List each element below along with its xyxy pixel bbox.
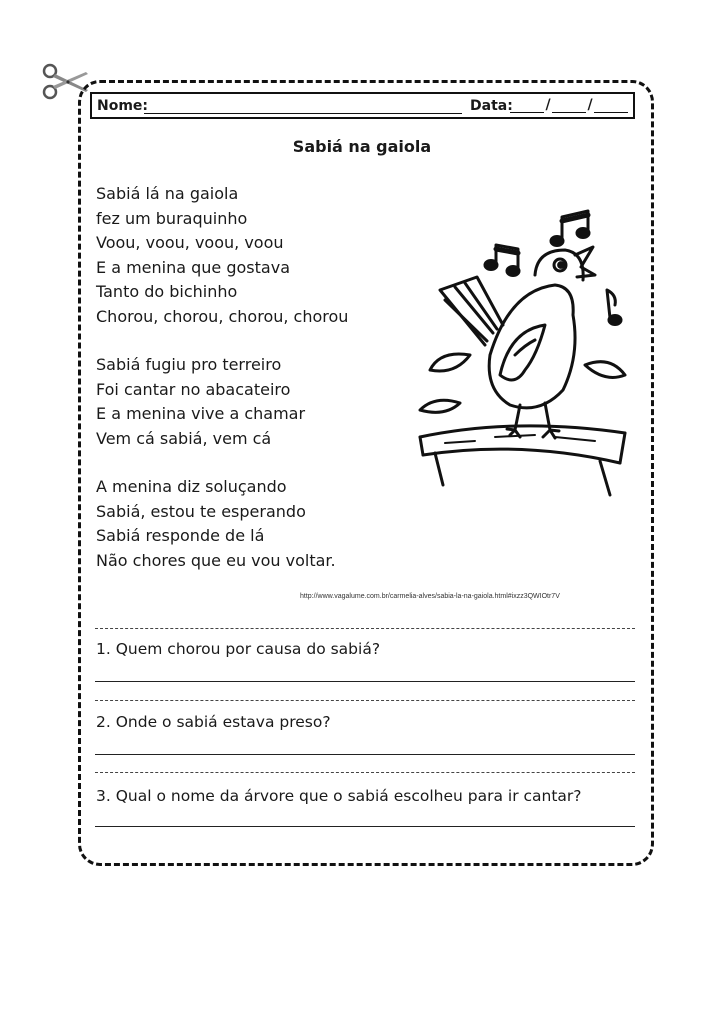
date-day-slot[interactable] (510, 97, 544, 113)
source-url: http://www.vagalume.com.br/carmelia-alves/sabia-la-na-gaiola.html#ixzz3QWIOtr7V (300, 593, 560, 600)
music-note-icon (485, 245, 519, 276)
poem-line: Não chores que eu vou voltar. (96, 550, 336, 570)
date-separator: / (545, 97, 551, 113)
answer-line[interactable] (95, 681, 635, 682)
poem-stanza (96, 353, 348, 451)
answer-line[interactable] (95, 826, 635, 827)
poem (96, 182, 348, 597)
question-3: 3. Qual o nome da árvore que o sabiá escolheu para ir cantar? (96, 787, 582, 805)
poem-line: Foi cantar no abacateiro (96, 379, 291, 399)
poem-line: Chorou, chorou, chorou, chorou (96, 306, 349, 326)
music-note-icon (551, 211, 589, 246)
poem-line: E a menina que gostava (96, 257, 290, 277)
poem-line: Sabiá responde de lá (96, 526, 265, 545)
name-field[interactable] (144, 113, 462, 114)
poem-line: Sabiá, estou te esperando (96, 501, 306, 521)
date-separator: / (587, 97, 593, 113)
name-date-box (90, 92, 635, 119)
question-1: 1. Quem chorou por causa do sabiá? (96, 640, 381, 658)
date-year-slot[interactable] (594, 97, 628, 113)
poem-line: E a menina vive a chamar (96, 404, 306, 423)
page-title: Sabiá na gaiola (292, 137, 432, 156)
poem-line: A menina diz soluçando (96, 477, 287, 496)
poem-stanza (96, 475, 348, 573)
music-note-icon (607, 290, 621, 325)
answer-line[interactable] (95, 754, 635, 755)
date-label: Data: (470, 98, 513, 114)
question-separator (95, 772, 635, 773)
poem-line: Tanto do bichinho (96, 282, 238, 301)
poem-line: Voou, voou, voou, voou (96, 233, 284, 252)
poem-line: fez um buraquinho (96, 208, 248, 228)
poem-stanza (96, 182, 348, 329)
poem-line: Sabiá fugiu pro terreiro (96, 355, 282, 374)
poem-line: Sabiá lá na gaiola (96, 184, 239, 203)
poem-line: Vem cá sabiá, vem cá (96, 428, 272, 448)
question-separator (95, 628, 635, 629)
name-label: Nome: (97, 98, 149, 114)
singing-bird-illustration (415, 205, 630, 505)
question-separator (95, 700, 635, 701)
question-2: 2. Onde o sabiá estava preso? (96, 713, 331, 731)
date-month-slot[interactable] (552, 97, 586, 113)
date-field[interactable] (510, 97, 628, 113)
